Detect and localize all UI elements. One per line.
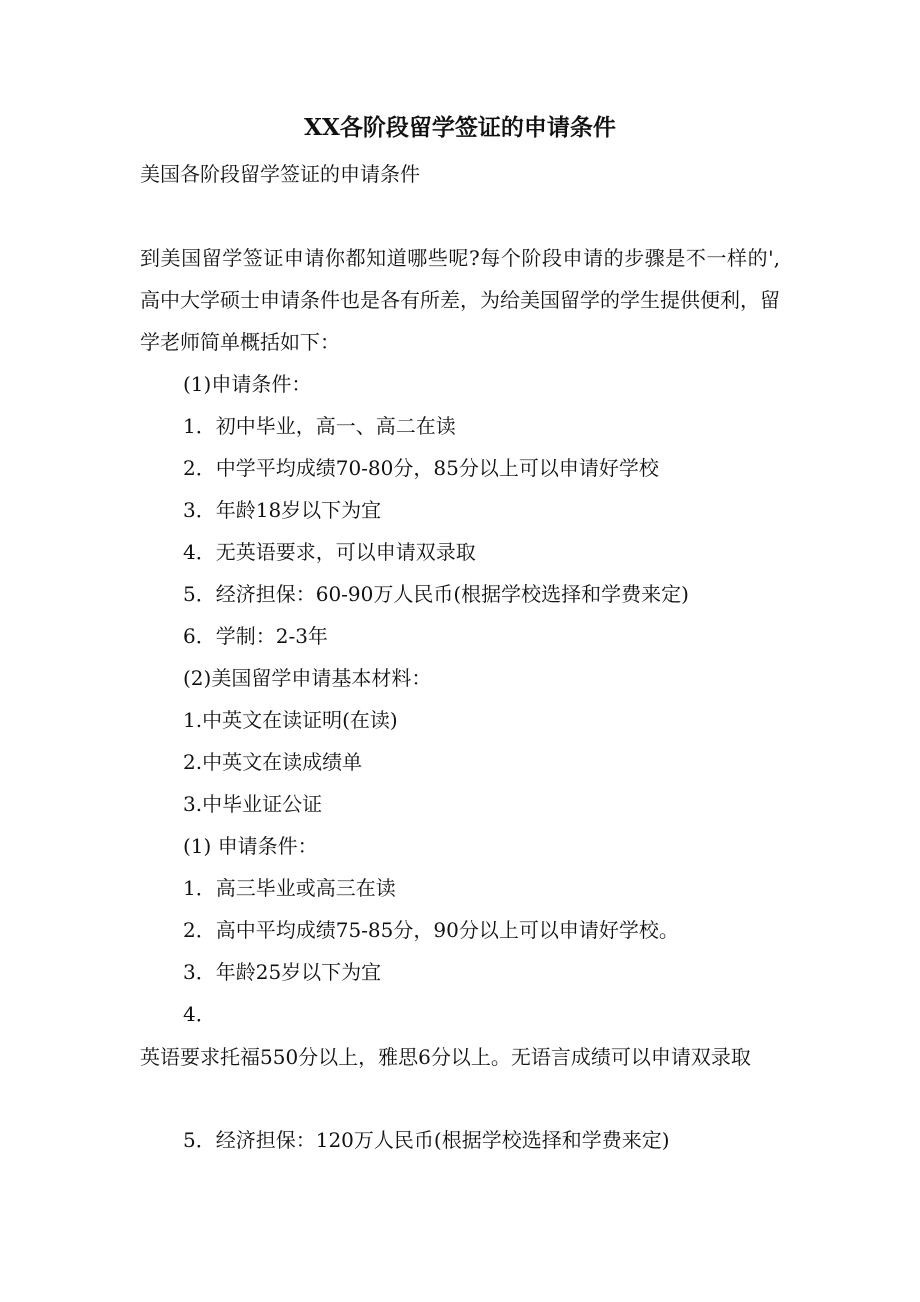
list-item: 1.中英文在读证明(在读) [183, 708, 398, 732]
list-item: 3．年龄18岁以下为宜 [183, 498, 382, 522]
list-item: 5．经济担保：120万人民币(根据学校选择和学费来定) [183, 1128, 670, 1152]
list-item: 3．年龄25岁以下为宜 [183, 960, 382, 984]
list-item: 3.中毕业证公证 [183, 792, 323, 816]
list-item: 4．无英语要求，可以申请双录取 [183, 540, 476, 564]
list-item-number: 4． [183, 1002, 216, 1026]
document-title: XX各阶段留学签证的申请条件 [304, 114, 616, 141]
list-item: 5．经济担保：60-90万人民币(根据学校选择和学费来定) [183, 582, 689, 606]
section-heading-conditions-2: (1) 申请条件： [183, 834, 318, 858]
document-subtitle: 美国各阶段留学签证的申请条件 [140, 162, 420, 186]
section-heading-materials: (2)美国留学申请基本材料： [183, 666, 432, 690]
english-requirement-paragraph: 英语要求托福550分以上，雅思6分以上。无语言成绩可以申请双录取 [140, 1045, 751, 1069]
list-item: 1．高三毕业或高三在读 [183, 876, 396, 900]
section-heading-conditions: (1)申请条件： [183, 372, 312, 396]
list-item: 2.中英文在读成绩单 [183, 750, 363, 774]
list-item: 1．初中毕业，高一、高二在读 [183, 414, 456, 438]
intro-paragraph: 到美国留学签证申请你都知道哪些呢?每个阶段申请的步骤是不一样的',高中大学硕士申请条件也是各有所差，为给美国留学的学生提供便利，留学老师简单概括如下： [140, 246, 780, 354]
list-item: 2．高中平均成绩75-85分，90分以上可以申请好学校。 [183, 918, 679, 942]
list-item: 6．学制：2-3年 [183, 624, 328, 648]
list-item: 2．中学平均成绩70-80分，85分以上可以申请好学校 [183, 456, 659, 480]
